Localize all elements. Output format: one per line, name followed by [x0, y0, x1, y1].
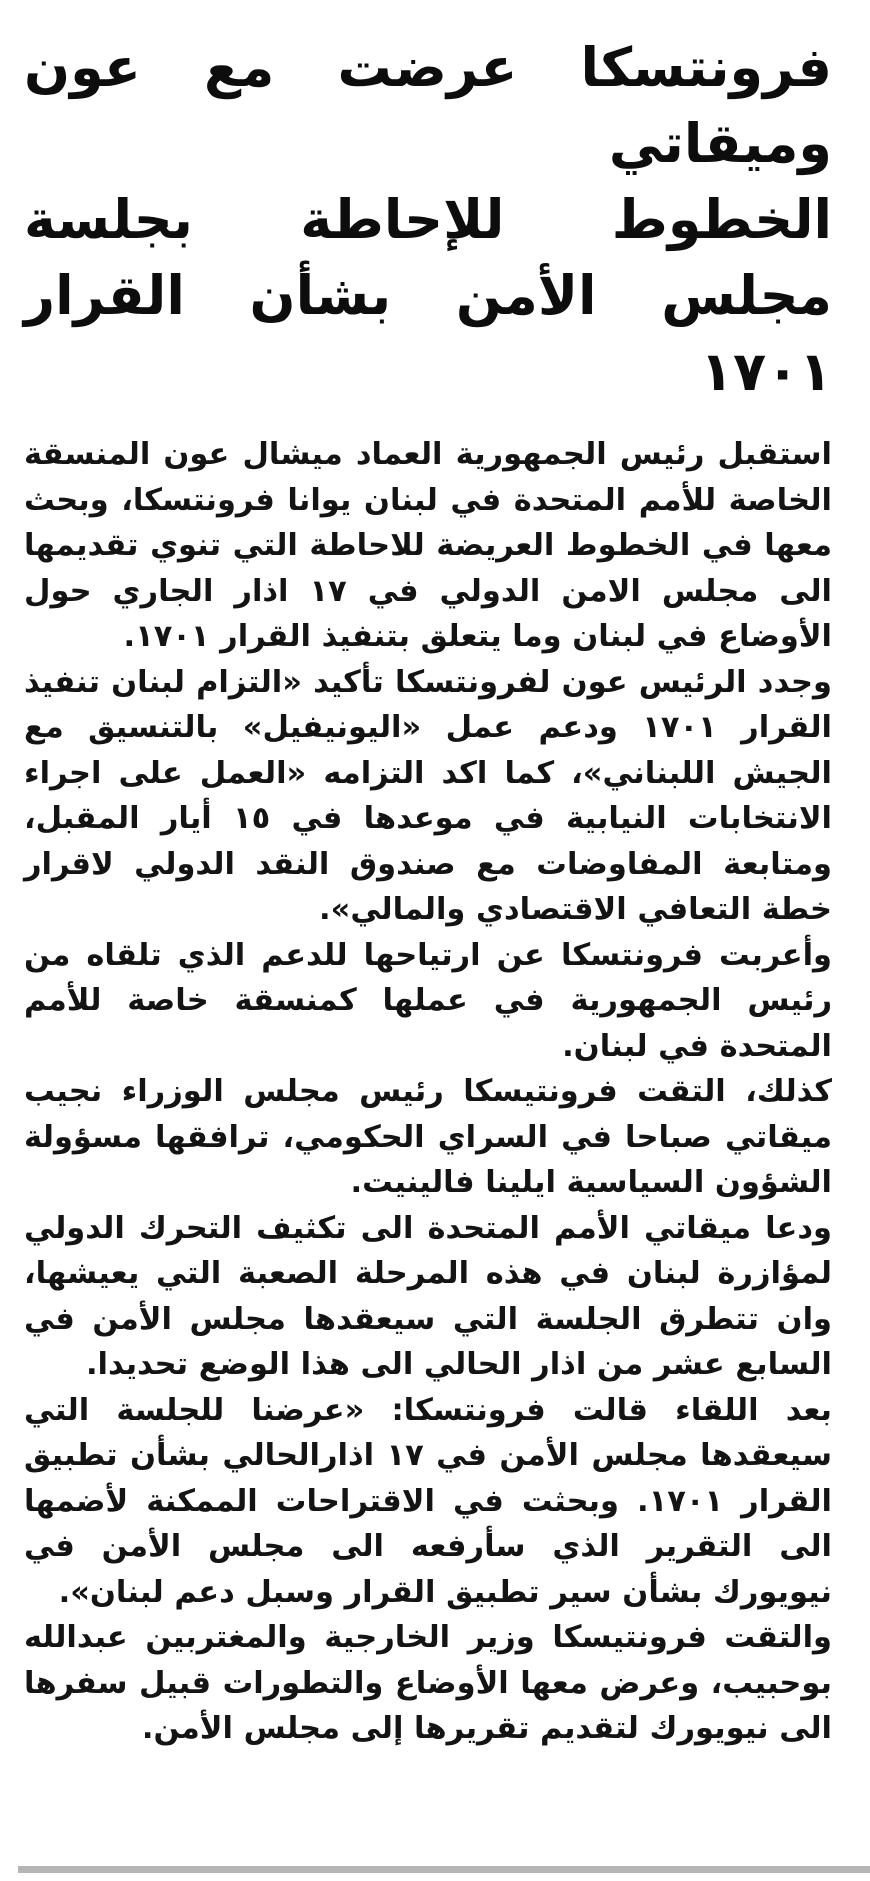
headline-line-3: مجلس الأمن بشأن القرار ١٧٠١: [24, 264, 832, 403]
headline-line-2: الخطوط للإحاطة بجلسة: [24, 188, 832, 251]
article-paragraph-2: وجدد الرئيس عون لفرونتسكا تأكيد «التزام لبنان تنفيذ القرار ١٧٠١ ودعم عمل «اليونيفيل» بالتنسيق مع الجيش اللبناني»، كما اكد التزامه «العمل على اجراء الانتخابات النيابية في موعدها في ١٥ أيار المقبل، ومتابعة المفاوضات مع صندوق النقد الدولي لاقرار خطة التعافي الاقتصادي والمالي».: [24, 664, 833, 927]
article-paragraph-6: بعد اللقاء قالت فرونتسكا: «عرضنا للجلسة التي سيعقدها مجلس الأمن في ١٧ اذارالحالي بشأن تطبيق القرار ١٧٠١. وبحثت في الاقتراحات الممكنة لأضمها الى التقرير الذي سأرفعه الى مجلس الأمن في نيويورك بشأن سير تطبيق القرار وسبل دعم لبنان».: [24, 1392, 832, 1610]
article-paragraph-7: والتقت فرونتيسكا وزير الخارجية والمغتربين عبدالله بوحبيب، وعرض معها الأوضاع والتطورات قبيل سفرها الى نيويورك لتقديم تقريرها إلى مجلس الأمن.: [24, 1620, 832, 1746]
article-headline: [24, 30, 832, 410]
bottom-divider: [18, 1866, 870, 1873]
article-paragraph-3: وأعربت فرونتسكا عن ارتياحها للدعم الذي تلقاه من رئيس الجمهورية في عملها كمنسقة خاصة للأمم المتحدة في لبنان.: [24, 937, 832, 1064]
article-paragraph-1: استقبل رئيس الجمهورية العماد ميشال عون المنسقة الخاصة للأمم المتحدة في لبنان يوانا فرونتسكا، وبحث معها في الخطوط العريضة للاحاطة التي تنوي تقديمها الى مجلس الامن الدولي في ١٧ اذار الجاري حول الأوضاع في لبنان وما يتعلق بتنفيذ القرار ١٧٠١.: [24, 437, 832, 654]
article-body: [24, 432, 832, 1752]
article-paragraph-4: كذلك، التقت فرونتيسكا رئيس مجلس الوزراء نجيب ميقاتي صباحا في السراي الحكومي، ترافقها مسؤولة الشؤون السياسية ايلينا فالينيت.: [24, 1074, 832, 1200]
news-article: [24, 30, 832, 1752]
headline-line-1: فرونتسكا عرضت مع عون وميقاتي: [24, 36, 832, 175]
article-paragraph-5: ودعا ميقاتي الأمم المتحدة الى تكثيف التحرك الدولي لمؤازرة لبنان في هذه المرحلة الصعبة التي يعيشها، وان تتطرق الجلسة التي سيعقدها مجلس الأمن في السابع عشر من اذار الحالي الى هذا الوضع تحديدا.: [24, 1210, 832, 1382]
